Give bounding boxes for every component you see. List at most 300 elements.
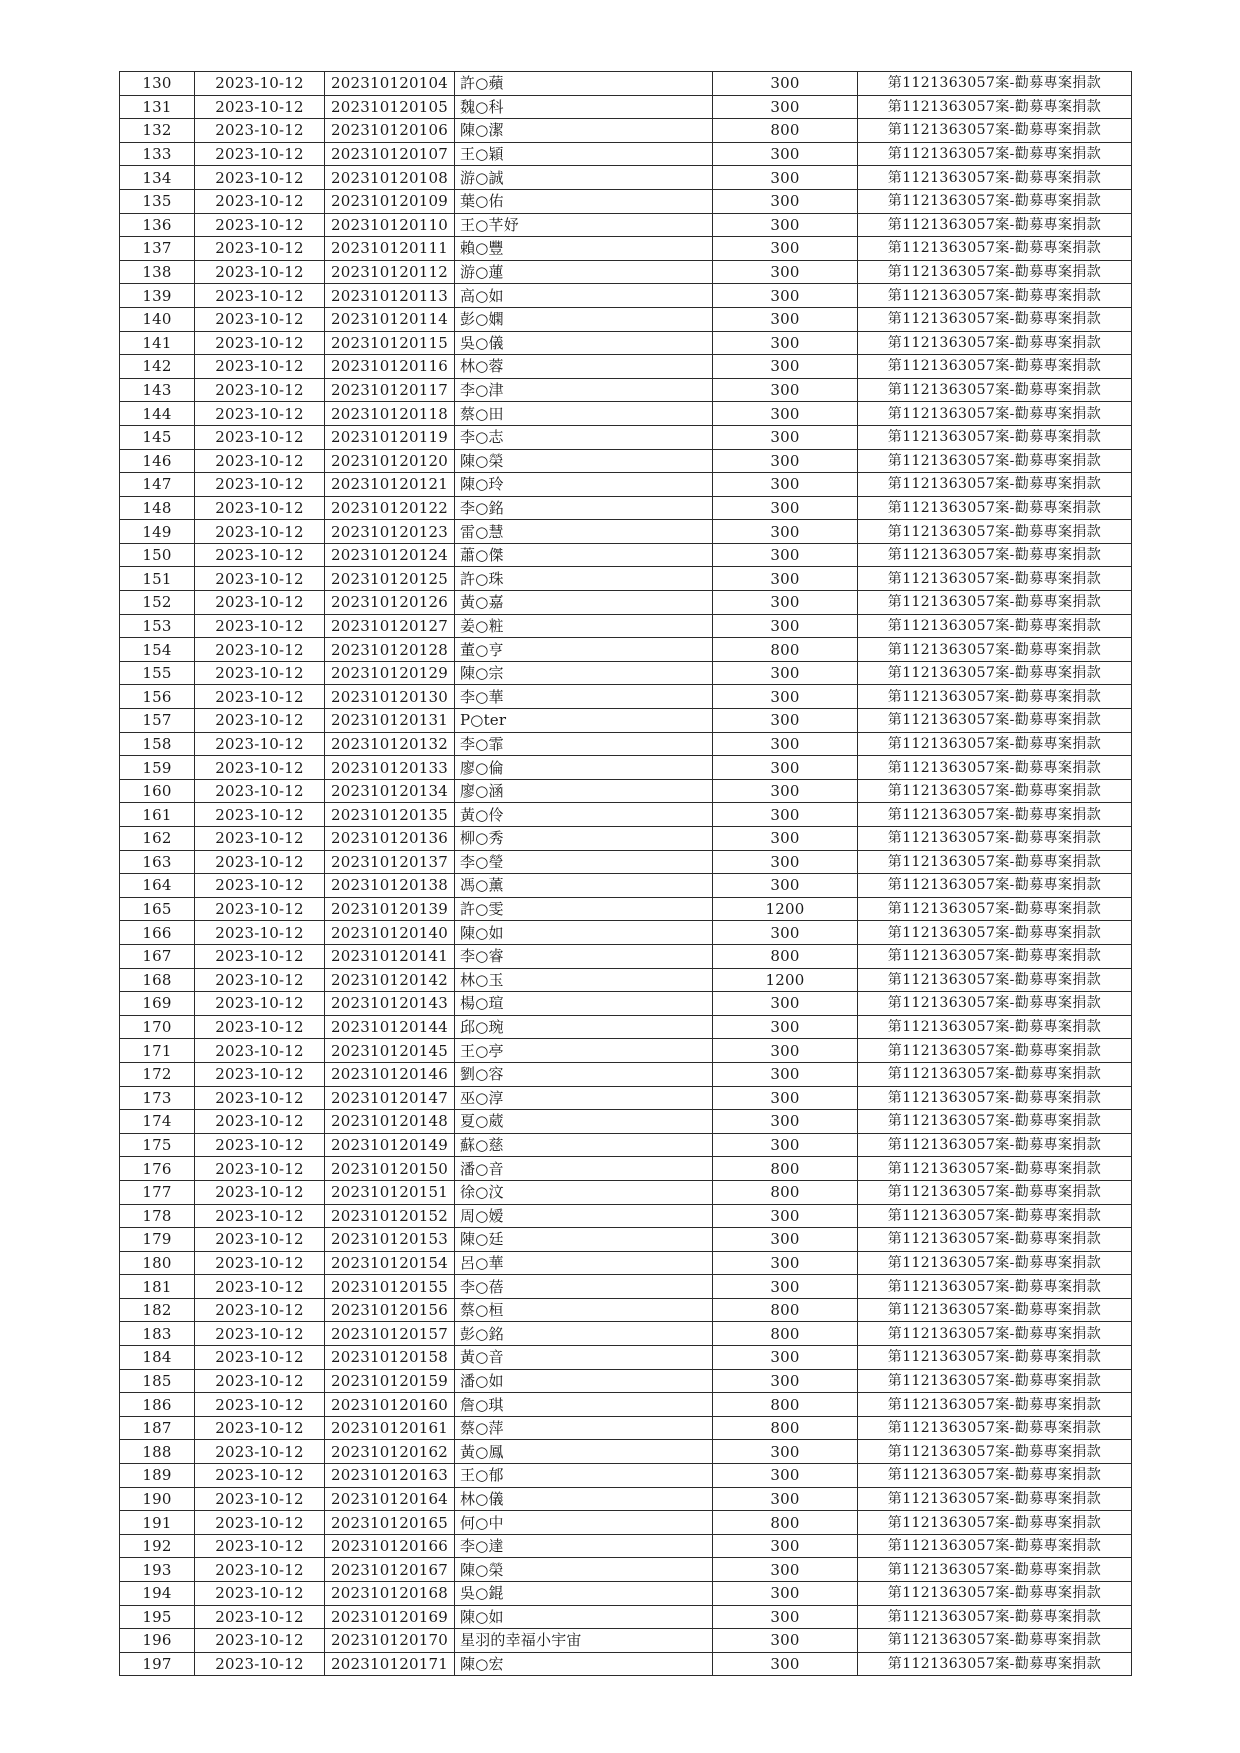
row-number-cell: 141 xyxy=(120,331,195,355)
donor-name-cell: 蔡○桓 xyxy=(455,1298,713,1322)
receipt-number-cell: 202310120150 xyxy=(325,1157,455,1181)
donation-amount-cell: 300 xyxy=(713,1015,858,1039)
receipt-number-cell: 202310120130 xyxy=(325,685,455,709)
donation-amount-cell: 300 xyxy=(713,591,858,615)
remark-cell: 第1121363057案-勸募專案捐款 xyxy=(858,1416,1132,1440)
donation-amount-cell: 300 xyxy=(713,1629,858,1653)
row-number-cell: 136 xyxy=(120,213,195,237)
table-row xyxy=(120,1440,1132,1464)
row-number-cell: 176 xyxy=(120,1157,195,1181)
donor-name-cell: 黃○伶 xyxy=(455,803,713,827)
donation-date-cell: 2023-10-12 xyxy=(195,1534,325,1558)
table-row xyxy=(120,1582,1132,1606)
donor-name-cell: 蔡○萍 xyxy=(455,1416,713,1440)
remark-cell: 第1121363057案-勸募專案捐款 xyxy=(858,921,1132,945)
donation-amount-cell: 300 xyxy=(713,1558,858,1582)
receipt-number-cell: 202310120138 xyxy=(325,874,455,898)
table-row xyxy=(120,897,1132,921)
donor-name-cell: 巫○淳 xyxy=(455,1086,713,1110)
donation-amount-cell: 800 xyxy=(713,1416,858,1440)
donor-name-cell: 陳○如 xyxy=(455,1605,713,1629)
row-number-cell: 165 xyxy=(120,897,195,921)
receipt-number-cell: 202310120142 xyxy=(325,968,455,992)
donation-date-cell: 2023-10-12 xyxy=(195,992,325,1016)
table-row xyxy=(120,473,1132,497)
receipt-number-cell: 202310120171 xyxy=(325,1652,455,1676)
donor-name-cell: 陳○廷 xyxy=(455,1228,713,1252)
receipt-number-cell: 202310120116 xyxy=(325,355,455,379)
receipt-number-cell: 202310120151 xyxy=(325,1180,455,1204)
table-row xyxy=(120,1204,1132,1228)
table-row xyxy=(120,189,1132,213)
donation-amount-cell: 300 xyxy=(713,921,858,945)
remark-cell: 第1121363057案-勸募專案捐款 xyxy=(858,1464,1132,1488)
donor-name-cell: 潘○音 xyxy=(455,1157,713,1181)
table-row xyxy=(120,685,1132,709)
donation-amount-cell: 300 xyxy=(713,1110,858,1134)
donation-date-cell: 2023-10-12 xyxy=(195,1605,325,1629)
receipt-number-cell: 202310120148 xyxy=(325,1110,455,1134)
remark-cell: 第1121363057案-勸募專案捐款 xyxy=(858,520,1132,544)
remark-cell: 第1121363057案-勸募專案捐款 xyxy=(858,874,1132,898)
table-row xyxy=(120,1369,1132,1393)
remark-cell: 第1121363057案-勸募專案捐款 xyxy=(858,119,1132,143)
receipt-number-cell: 202310120134 xyxy=(325,779,455,803)
table-row xyxy=(120,638,1132,662)
table-row xyxy=(120,803,1132,827)
donor-name-cell: 詹○琪 xyxy=(455,1393,713,1417)
receipt-number-cell: 202310120107 xyxy=(325,142,455,166)
table-row xyxy=(120,1511,1132,1535)
row-number-cell: 178 xyxy=(120,1204,195,1228)
table-row xyxy=(120,72,1132,96)
row-number-cell: 177 xyxy=(120,1180,195,1204)
receipt-number-cell: 202310120145 xyxy=(325,1039,455,1063)
table-row xyxy=(120,1629,1132,1653)
remark-cell: 第1121363057案-勸募專案捐款 xyxy=(858,355,1132,379)
donation-date-cell: 2023-10-12 xyxy=(195,449,325,473)
remark-cell: 第1121363057案-勸募專案捐款 xyxy=(858,897,1132,921)
donation-amount-cell: 300 xyxy=(713,1464,858,1488)
receipt-number-cell: 202310120133 xyxy=(325,756,455,780)
donation-date-cell: 2023-10-12 xyxy=(195,331,325,355)
receipt-number-cell: 202310120170 xyxy=(325,1629,455,1653)
remark-cell: 第1121363057案-勸募專案捐款 xyxy=(858,1298,1132,1322)
table-row xyxy=(120,1346,1132,1370)
donation-date-cell: 2023-10-12 xyxy=(195,827,325,851)
donation-date-cell: 2023-10-12 xyxy=(195,119,325,143)
donor-name-cell: 星羽的幸福小宇宙 xyxy=(455,1629,713,1653)
donation-ledger-page xyxy=(119,71,1131,1676)
row-number-cell: 131 xyxy=(120,95,195,119)
row-number-cell: 148 xyxy=(120,496,195,520)
donation-amount-cell: 300 xyxy=(713,1039,858,1063)
row-number-cell: 156 xyxy=(120,685,195,709)
donation-date-cell: 2023-10-12 xyxy=(195,897,325,921)
remark-cell: 第1121363057案-勸募專案捐款 xyxy=(858,189,1132,213)
donation-date-cell: 2023-10-12 xyxy=(195,72,325,96)
donor-name-cell: 陳○榮 xyxy=(455,1558,713,1582)
remark-cell: 第1121363057案-勸募專案捐款 xyxy=(858,1133,1132,1157)
donation-amount-cell: 800 xyxy=(713,944,858,968)
table-row xyxy=(120,709,1132,733)
table-row xyxy=(120,1558,1132,1582)
donation-amount-cell: 300 xyxy=(713,992,858,1016)
donation-amount-cell: 800 xyxy=(713,1157,858,1181)
donation-date-cell: 2023-10-12 xyxy=(195,567,325,591)
donation-date-cell: 2023-10-12 xyxy=(195,260,325,284)
receipt-number-cell: 202310120147 xyxy=(325,1086,455,1110)
row-number-cell: 179 xyxy=(120,1228,195,1252)
donor-name-cell: 蕭○傑 xyxy=(455,543,713,567)
donation-date-cell: 2023-10-12 xyxy=(195,1180,325,1204)
donation-date-cell: 2023-10-12 xyxy=(195,1558,325,1582)
remark-cell: 第1121363057案-勸募專案捐款 xyxy=(858,425,1132,449)
donor-name-cell: 陳○宗 xyxy=(455,661,713,685)
donation-amount-cell: 800 xyxy=(713,1393,858,1417)
donor-name-cell: 邱○琬 xyxy=(455,1015,713,1039)
receipt-number-cell: 202310120110 xyxy=(325,213,455,237)
table-row xyxy=(120,1322,1132,1346)
donor-name-cell: 陳○潔 xyxy=(455,119,713,143)
donation-date-cell: 2023-10-12 xyxy=(195,142,325,166)
remark-cell: 第1121363057案-勸募專案捐款 xyxy=(858,142,1132,166)
donor-name-cell: 吳○儀 xyxy=(455,331,713,355)
remark-cell: 第1121363057案-勸募專案捐款 xyxy=(858,402,1132,426)
table-row xyxy=(120,1180,1132,1204)
donor-name-cell: 呂○華 xyxy=(455,1251,713,1275)
remark-cell: 第1121363057案-勸募專案捐款 xyxy=(858,1534,1132,1558)
row-number-cell: 190 xyxy=(120,1487,195,1511)
donation-date-cell: 2023-10-12 xyxy=(195,1039,325,1063)
table-row xyxy=(120,1393,1132,1417)
donation-amount-cell: 300 xyxy=(713,473,858,497)
donation-amount-cell: 300 xyxy=(713,142,858,166)
receipt-number-cell: 202310120161 xyxy=(325,1416,455,1440)
receipt-number-cell: 202310120149 xyxy=(325,1133,455,1157)
donation-amount-cell: 300 xyxy=(713,1228,858,1252)
donation-date-cell: 2023-10-12 xyxy=(195,543,325,567)
row-number-cell: 188 xyxy=(120,1440,195,1464)
donation-amount-cell: 1200 xyxy=(713,968,858,992)
remark-cell: 第1121363057案-勸募專案捐款 xyxy=(858,968,1132,992)
donation-amount-cell: 300 xyxy=(713,1086,858,1110)
donation-date-cell: 2023-10-12 xyxy=(195,1322,325,1346)
row-number-cell: 186 xyxy=(120,1393,195,1417)
donor-name-cell: 彭○銘 xyxy=(455,1322,713,1346)
donation-date-cell: 2023-10-12 xyxy=(195,1298,325,1322)
row-number-cell: 191 xyxy=(120,1511,195,1535)
donation-date-cell: 2023-10-12 xyxy=(195,496,325,520)
donation-amount-cell: 300 xyxy=(713,756,858,780)
table-row xyxy=(120,827,1132,851)
donation-amount-cell: 300 xyxy=(713,709,858,733)
donation-amount-cell: 300 xyxy=(713,567,858,591)
remark-cell: 第1121363057案-勸募專案捐款 xyxy=(858,378,1132,402)
row-number-cell: 143 xyxy=(120,378,195,402)
table-row xyxy=(120,1086,1132,1110)
donation-amount-cell: 300 xyxy=(713,779,858,803)
remark-cell: 第1121363057案-勸募專案捐款 xyxy=(858,95,1132,119)
table-row xyxy=(120,1228,1132,1252)
donation-amount-cell: 300 xyxy=(713,166,858,190)
donor-name-cell: 李○銘 xyxy=(455,496,713,520)
donor-name-cell: 王○芊妤 xyxy=(455,213,713,237)
receipt-number-cell: 202310120127 xyxy=(325,614,455,638)
donor-name-cell: 雷○慧 xyxy=(455,520,713,544)
table-row xyxy=(120,1039,1132,1063)
row-number-cell: 130 xyxy=(120,72,195,96)
donor-name-cell: 周○嫒 xyxy=(455,1204,713,1228)
table-row xyxy=(120,1133,1132,1157)
donation-date-cell: 2023-10-12 xyxy=(195,1652,325,1676)
remark-cell: 第1121363057案-勸募專案捐款 xyxy=(858,1440,1132,1464)
row-number-cell: 150 xyxy=(120,543,195,567)
donor-name-cell: 楊○瑄 xyxy=(455,992,713,1016)
receipt-number-cell: 202310120122 xyxy=(325,496,455,520)
row-number-cell: 157 xyxy=(120,709,195,733)
donation-amount-cell: 300 xyxy=(713,685,858,709)
donor-name-cell: 蘇○慈 xyxy=(455,1133,713,1157)
remark-cell: 第1121363057案-勸募專案捐款 xyxy=(858,1157,1132,1181)
donation-date-cell: 2023-10-12 xyxy=(195,1511,325,1535)
remark-cell: 第1121363057案-勸募專案捐款 xyxy=(858,166,1132,190)
table-row xyxy=(120,1416,1132,1440)
table-row xyxy=(120,944,1132,968)
remark-cell: 第1121363057案-勸募專案捐款 xyxy=(858,1015,1132,1039)
table-row xyxy=(120,260,1132,284)
row-number-cell: 185 xyxy=(120,1369,195,1393)
donation-date-cell: 2023-10-12 xyxy=(195,685,325,709)
row-number-cell: 174 xyxy=(120,1110,195,1134)
donation-date-cell: 2023-10-12 xyxy=(195,1015,325,1039)
receipt-number-cell: 202310120121 xyxy=(325,473,455,497)
donor-name-cell: 葉○佑 xyxy=(455,189,713,213)
remark-cell: 第1121363057案-勸募專案捐款 xyxy=(858,1393,1132,1417)
receipt-number-cell: 202310120168 xyxy=(325,1582,455,1606)
row-number-cell: 159 xyxy=(120,756,195,780)
remark-cell: 第1121363057案-勸募專案捐款 xyxy=(858,638,1132,662)
remark-cell: 第1121363057案-勸募專案捐款 xyxy=(858,1228,1132,1252)
receipt-number-cell: 202310120156 xyxy=(325,1298,455,1322)
remark-cell: 第1121363057案-勸募專案捐款 xyxy=(858,1180,1132,1204)
row-number-cell: 182 xyxy=(120,1298,195,1322)
receipt-number-cell: 202310120167 xyxy=(325,1558,455,1582)
row-number-cell: 142 xyxy=(120,355,195,379)
row-number-cell: 163 xyxy=(120,850,195,874)
donation-date-cell: 2023-10-12 xyxy=(195,307,325,331)
row-number-cell: 167 xyxy=(120,944,195,968)
donation-date-cell: 2023-10-12 xyxy=(195,189,325,213)
donation-amount-cell: 300 xyxy=(713,307,858,331)
receipt-number-cell: 202310120104 xyxy=(325,72,455,96)
remark-cell: 第1121363057案-勸募專案捐款 xyxy=(858,827,1132,851)
donation-date-cell: 2023-10-12 xyxy=(195,614,325,638)
donation-amount-cell: 800 xyxy=(713,1322,858,1346)
donation-amount-cell: 300 xyxy=(713,850,858,874)
donation-amount-cell: 300 xyxy=(713,402,858,426)
remark-cell: 第1121363057案-勸募專案捐款 xyxy=(858,260,1132,284)
donation-amount-cell: 800 xyxy=(713,1180,858,1204)
receipt-number-cell: 202310120114 xyxy=(325,307,455,331)
donation-date-cell: 2023-10-12 xyxy=(195,520,325,544)
receipt-number-cell: 202310120124 xyxy=(325,543,455,567)
table-row xyxy=(120,1534,1132,1558)
remark-cell: 第1121363057案-勸募專案捐款 xyxy=(858,473,1132,497)
table-row xyxy=(120,142,1132,166)
donation-amount-cell: 300 xyxy=(713,1534,858,1558)
row-number-cell: 149 xyxy=(120,520,195,544)
receipt-number-cell: 202310120109 xyxy=(325,189,455,213)
remark-cell: 第1121363057案-勸募專案捐款 xyxy=(858,449,1132,473)
receipt-number-cell: 202310120164 xyxy=(325,1487,455,1511)
remark-cell: 第1121363057案-勸募專案捐款 xyxy=(858,1322,1132,1346)
donor-name-cell: 李○津 xyxy=(455,378,713,402)
donation-amount-cell: 300 xyxy=(713,496,858,520)
donor-name-cell: 姜○粧 xyxy=(455,614,713,638)
receipt-number-cell: 202310120136 xyxy=(325,827,455,851)
receipt-number-cell: 202310120157 xyxy=(325,1322,455,1346)
donation-date-cell: 2023-10-12 xyxy=(195,591,325,615)
donor-name-cell: 高○如 xyxy=(455,284,713,308)
donor-name-cell: 柳○秀 xyxy=(455,827,713,851)
row-number-cell: 168 xyxy=(120,968,195,992)
donor-name-cell: 許○雯 xyxy=(455,897,713,921)
donation-amount-cell: 300 xyxy=(713,1204,858,1228)
donor-name-cell: 陳○玲 xyxy=(455,473,713,497)
receipt-number-cell: 202310120144 xyxy=(325,1015,455,1039)
row-number-cell: 162 xyxy=(120,827,195,851)
receipt-number-cell: 202310120108 xyxy=(325,166,455,190)
receipt-number-cell: 202310120120 xyxy=(325,449,455,473)
donation-date-cell: 2023-10-12 xyxy=(195,661,325,685)
row-number-cell: 171 xyxy=(120,1039,195,1063)
receipt-number-cell: 202310120132 xyxy=(325,732,455,756)
table-row xyxy=(120,1275,1132,1299)
donor-name-cell: 黃○音 xyxy=(455,1346,713,1370)
donation-amount-cell: 300 xyxy=(713,1369,858,1393)
row-number-cell: 146 xyxy=(120,449,195,473)
donation-amount-cell: 300 xyxy=(713,284,858,308)
row-number-cell: 139 xyxy=(120,284,195,308)
table-row xyxy=(120,166,1132,190)
donation-amount-cell: 800 xyxy=(713,1511,858,1535)
donation-amount-cell: 1200 xyxy=(713,897,858,921)
remark-cell: 第1121363057案-勸募專案捐款 xyxy=(858,284,1132,308)
table-row xyxy=(120,1652,1132,1676)
donation-date-cell: 2023-10-12 xyxy=(195,1110,325,1134)
receipt-number-cell: 202310120131 xyxy=(325,709,455,733)
row-number-cell: 169 xyxy=(120,992,195,1016)
donation-amount-cell: 300 xyxy=(713,1346,858,1370)
donation-date-cell: 2023-10-12 xyxy=(195,968,325,992)
table-row xyxy=(120,1015,1132,1039)
row-number-cell: 138 xyxy=(120,260,195,284)
donor-name-cell: 夏○葳 xyxy=(455,1110,713,1134)
receipt-number-cell: 202310120152 xyxy=(325,1204,455,1228)
table-row xyxy=(120,850,1132,874)
donation-table-body xyxy=(120,72,1132,1676)
remark-cell: 第1121363057案-勸募專案捐款 xyxy=(858,685,1132,709)
donation-amount-cell: 300 xyxy=(713,1582,858,1606)
donor-name-cell: 劉○容 xyxy=(455,1062,713,1086)
receipt-number-cell: 202310120115 xyxy=(325,331,455,355)
remark-cell: 第1121363057案-勸募專案捐款 xyxy=(858,1251,1132,1275)
remark-cell: 第1121363057案-勸募專案捐款 xyxy=(858,1487,1132,1511)
donor-name-cell: 李○霏 xyxy=(455,732,713,756)
row-number-cell: 164 xyxy=(120,874,195,898)
row-number-cell: 175 xyxy=(120,1133,195,1157)
remark-cell: 第1121363057案-勸募專案捐款 xyxy=(858,1110,1132,1134)
donation-date-cell: 2023-10-12 xyxy=(195,355,325,379)
donation-date-cell: 2023-10-12 xyxy=(195,1228,325,1252)
table-row xyxy=(120,307,1132,331)
donation-date-cell: 2023-10-12 xyxy=(195,1275,325,1299)
receipt-number-cell: 202310120155 xyxy=(325,1275,455,1299)
donor-name-cell: 許○珠 xyxy=(455,567,713,591)
remark-cell: 第1121363057案-勸募專案捐款 xyxy=(858,1605,1132,1629)
donation-date-cell: 2023-10-12 xyxy=(195,638,325,662)
donor-name-cell: 魏○科 xyxy=(455,95,713,119)
table-row xyxy=(120,95,1132,119)
receipt-number-cell: 202310120111 xyxy=(325,237,455,261)
donation-date-cell: 2023-10-12 xyxy=(195,378,325,402)
table-row xyxy=(120,543,1132,567)
donor-name-cell: 黃○嘉 xyxy=(455,591,713,615)
donation-amount-cell: 300 xyxy=(713,803,858,827)
table-row xyxy=(120,355,1132,379)
receipt-number-cell: 202310120112 xyxy=(325,260,455,284)
donation-date-cell: 2023-10-12 xyxy=(195,1369,325,1393)
remark-cell: 第1121363057案-勸募專案捐款 xyxy=(858,992,1132,1016)
donation-table xyxy=(119,71,1132,1676)
row-number-cell: 184 xyxy=(120,1346,195,1370)
row-number-cell: 194 xyxy=(120,1582,195,1606)
receipt-number-cell: 202310120159 xyxy=(325,1369,455,1393)
table-row xyxy=(120,661,1132,685)
remark-cell: 第1121363057案-勸募專案捐款 xyxy=(858,850,1132,874)
remark-cell: 第1121363057案-勸募專案捐款 xyxy=(858,1204,1132,1228)
table-row xyxy=(120,1251,1132,1275)
row-number-cell: 170 xyxy=(120,1015,195,1039)
remark-cell: 第1121363057案-勸募專案捐款 xyxy=(858,1346,1132,1370)
row-number-cell: 187 xyxy=(120,1416,195,1440)
table-row xyxy=(120,1487,1132,1511)
receipt-number-cell: 202310120165 xyxy=(325,1511,455,1535)
donation-date-cell: 2023-10-12 xyxy=(195,1062,325,1086)
remark-cell: 第1121363057案-勸募專案捐款 xyxy=(858,1086,1132,1110)
donation-amount-cell: 300 xyxy=(713,874,858,898)
remark-cell: 第1121363057案-勸募專案捐款 xyxy=(858,1558,1132,1582)
table-row xyxy=(120,1062,1132,1086)
donation-date-cell: 2023-10-12 xyxy=(195,1629,325,1653)
row-number-cell: 155 xyxy=(120,661,195,685)
table-row xyxy=(120,779,1132,803)
row-number-cell: 132 xyxy=(120,119,195,143)
donation-amount-cell: 300 xyxy=(713,1652,858,1676)
remark-cell: 第1121363057案-勸募專案捐款 xyxy=(858,1652,1132,1676)
row-number-cell: 145 xyxy=(120,425,195,449)
donor-name-cell: P○ter xyxy=(455,709,713,733)
donation-date-cell: 2023-10-12 xyxy=(195,1440,325,1464)
remark-cell: 第1121363057案-勸募專案捐款 xyxy=(858,591,1132,615)
table-row xyxy=(120,284,1132,308)
row-number-cell: 183 xyxy=(120,1322,195,1346)
receipt-number-cell: 202310120135 xyxy=(325,803,455,827)
row-number-cell: 173 xyxy=(120,1086,195,1110)
donation-date-cell: 2023-10-12 xyxy=(195,874,325,898)
receipt-number-cell: 202310120160 xyxy=(325,1393,455,1417)
